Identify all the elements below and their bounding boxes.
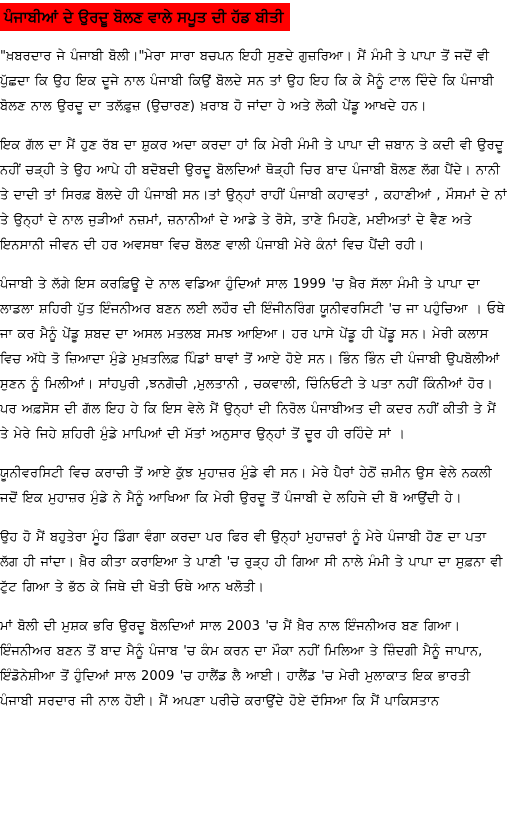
paragraph-6: ਮਾਂ ਬੋਲੀ ਦੀ ਮੁਸ਼ਕ ਭਰਿ ਉਰਦੂ ਬੋਲਦਿਆਂ ਸਾਲ 2003 'ਚ ਮੈਂ ਖ਼ੈਰ ਨਾਲ ਇੰਜਨੀਅਰ ਬਣ ਗਿਆ।ਇੰਜਨੀਅਰ ਬਣਨ ਤੋਂ ਬਾਦ ਮੈਨੂੰ ਪੰਜਾਬ 'ਚ ਕੰਮ ਕਰਨ ਦਾ ਮੌਕਾ ਨਹੀਂ ਮਿਲਿਆ ਤੇ ਜ਼ਿੰਦਗੀ ਮੈਨੂੰ ਜਾਪਾਨ, ਇੰਡੋਨੇਸ਼ੀਆ ਤੋਂ ਹੁੰਦਿਆਂ ਸਾਲ 2009 'ਚ ਹਾਲੈਂਡ ਲੈ ਆਈ। ਹਾਲੈਂਡ 'ਚ ਮੇਰੀ ਮੁਲਾਕਾਤ ਇਕ ਭਾਰਤੀ ਪੰਜਾਬੀ ਸਰਦਾਰ ਜੀ ਨਾਲ ਹੋਈ। ਮੈਂ ਅਪਣਾ ਪਰੀਚੇ ਕਰਾਉਂਦੇ ਹੋਏ ਦੱਸਿਆ ਕਿ ਮੈਂ ਪਾਕਿਸਤਾਨ xyxy=(0,619,483,709)
paragraph-4: ਯੂਨੀਵਰਸਿਟੀ ਵਿਚ ਕਰਾਚੀ ਤੋਂ ਆਏ ਕੁੱਝ ਮੁਹਾਜ਼ਰ ਮੁੰਡੇ ਵੀ ਸਨ। ਮੇਰੇ ਪੈਰਾਂ ਹੇਠੋਂ ਜ਼ਮੀਨ ਉਸ ਵੇਲੇ ਨਕਲੀ ਜਦੋਂ ਇਕ ਮੁਹਾਜ਼ਰ ਮੁੰਡੇ ਨੇ ਮੈਨੂੰ ਆਖਿਆ ਕਿ ਮੇਰੀ ਉਰਦੂ ਤੋਂ ਪੰਜਾਬੀ ਦੇ ਲਹਿਜੇ ਦੀ ਬੋ ਆਉਂਦੀ ਹੇ। xyxy=(0,466,492,506)
paragraph-5: ਉਹ ਹੋ ਮੈਂ ਬਹੁਤੇਰਾ ਮੂੰਹ ਡਿੰਗਾ ਵੰਗਾ ਕਰਦਾ ਪਰ ਫਿਰ ਵੀ ਉਨ੍ਹਾਂ ਮੁਹਾਜ਼ਰਾਂ ਨੂੰ ਮੇਰੇ ਪੰਜਾਬੀ ਹੋਣ ਦਾ ਪਤਾ ਲੱਗ ਹੀ ਜਾਂਦਾ। ਖ਼ੈਰ ਕੀਤਾ ਕਰਾਇਆ ਤੇ ਪਾਣੀ 'ਚ ਰੁੜ੍ਹ ਹੀ ਗਿਆ ਸੀ ਨਾਲੇ ਮੰਮੀ ਤੇ ਪਾਪਾ ਦਾ ਸੁਫ਼ਨਾ ਵੀ ਟੁੱਟ ਗਿਆ ਤੇ ਭੱਠ ਕੇ ਜਿਥੇ ਦੀ ਖੋਤੀ ਓਥੇ ਆਨ ਖਲੋਤੀ। xyxy=(0,530,503,595)
article-title: ਪੰਜਾਬੀਆਂ ਦੇ ਉਰਦੂ ਬੋਲਣ ਵਾਲੇ ਸਪੂਤ ਦੀ ਹੱਡ ਬੀਤੀ xyxy=(4,8,284,26)
article-title-highlight xyxy=(0,3,290,31)
paragraph-1: "ਖ਼ਬਰਦਾਰ ਜੇ ਪੰਜਾਬੀ ਬੋਲੀ।"ਮੇਰਾ ਸਾਰਾ ਬਚਪਨ ਇਹੀ ਸੁਣਦੇ ਗੁਜ਼ਰਿਆ। ਮੈਂ ਮੰਮੀ ਤੇ ਪਾਪਾ ਤੋਂ ਜਦੋਂ ਵੀ ਪੁੱਛਦਾ ਕਿ ਉਹ ਇਕ ਦੂਜੇ ਨਾਲ ਪੰਜਾਬੀ ਕਿਉਂ ਬੋਲਦੇ ਸਨ ਤਾਂ ਉਹ ਇਹ ਕਿ ਕੇ ਮੈਨੂੰ ਟਾਲ ਦਿੰਦੇ ਕਿ ਪੰਜਾਬੀ ਬੋਲਣ ਨਾਲ ਉਰਦੂ ਦਾ ਤਲੱਫ਼ੁਜ਼ (ਉਚਾਰਣ) ਖ਼ਰਾਬ ਹੋ ਜਾਂਦਾ ਹੇ ਅਤੇ ਲੋਕੀ ਪੇਂਡੂ ਆਖਦੇ ਹਨ। xyxy=(0,49,494,114)
paragraph-3: ਪੰਜਾਬੀ ਤੇ ਲੱਗੇ ਇਸ ਕਰਫ਼ਿਊ ਦੇ ਨਾਲ ਵਡਿਆ ਹੁੰਦਿਆਂ ਸਾਲ 1999 'ਚ ਖ਼ੈਰ ਸੱਲਾ ਮੰਮੀ ਤੇ ਪਾਪਾ ਦਾ ਲਾਡਲਾ ਸ਼ਹਿਰੀ ਪੁੱਤ ਇੰਜਨੀਅਰ ਬਣਨ ਲਈ ਲਹੌਰ ਦੀ ਇੰਜੀਨਰਿੰਗ ਯੂਨੀਵਰਸਿਟੀ 'ਚ ਜਾ ਪਹੁੰਚਿਆ । ਓਥੇ ਜਾ ਕਰ ਮੈਨੂੰ ਪੇਂਡੂ ਸ਼ਬਦ ਦਾ ਅਸਲ ਮਤਲਬ ਸਮਝ ਆਇਆ। ਹਰ ਪਾਸੇ ਪੇਂਡੂ ਹੀ ਪੇਂਡੂ ਸਨ। ਮੇਰੀ ਕਲਾਸ ਵਿਚ ਅੱਧੇ ਤੋ ਜ਼ਿਆਦਾ ਮੁੰਡੇ ਮੁਖ਼ਤਲਿਫ਼ ਪਿੰਡਾਂ ਥਾਵਾਂ ਤੋਂ ਆਏ ਹੋਏ ਸਨ। ਭਿੰਨ ਭਿੰਨ ਦੀ ਪੰਜਾਬੀ ਉਪਬੋਲੀਆਂ ਸੁਣਨ ਨੂੰ ਮਿਲੀਆਂ। ਸਾਂਹਪੁਰੀ ,ਝਨਗੋਚੀ ,ਮੁਲਤਾਨੀ , ਚਕਵਾਲੀ, ਚਿੰਨਿਓਟੀ ਤੇ ਪਤਾ ਨਹੀਂ ਕਿੰਨੀਆਂ ਹੋਰ। ਪਰ ਅਫ਼ਸੋਸ ਦੀ ਗੱਲ ਇਹ ਹੇ ਕਿ ਇਸ ਵੇਲੇ ਮੈਂ ਉਨ੍ਹਾਂ ਦੀ ਨਿਰੋਲ ਪੰਜਾਬੀਅਤ ਦੀ ਕਦਰ ਨਹੀਂ ਕੀਤੀ ਤੇ ਮੈਂ ਤੇ ਮੇਰੇ ਜਿਹੇ ਸ਼ਹਿਰੀ ਮੁੰਡੇ ਮਾਪਿਆਂ ਦੀ ਮੱਤਾਂ ਅਨੁਸਾਰ ਉਨ੍ਹਾਂ ਤੋਂ ਦੂਰ ਹੀ ਰਹਿੰਦੇ ਸਾਂ । xyxy=(0,277,505,442)
article-body xyxy=(0,44,508,728)
paragraph-2: ਇਕ ਗੱਲ ਦਾ ਮੈਂ ਹੁਣ ਰੱਬ ਦਾ ਸ਼ੁਕਰ ਅਦਾ ਕਰਦਾ ਹਾਂ ਕਿ ਮੇਰੀ ਮੰਮੀ ਤੇ ਪਾਪਾ ਦੀ ਜ਼ਬਾਨ ਤੇ ਕਦੀ ਵੀ ਉਰਦੂ ਨਹੀਂ ਚੜ੍ਹੀ ਤੇ ਉਹ ਆਪੇ ਹੀ ਬਦੋਬਦੀ ਉਰਦੂ ਬੋਲਦਿਆਂ ਥੋੜ੍ਹੀ ਚਿਰ ਬਾਦ ਪੰਜਾਬੀ ਬੋਲਣ ਲੱਗ ਪੈਂਦੇ। ਨਾਨੀ ਤੇ ਦਾਦੀ ਤਾਂ ਸਿਰਫ਼ ਬੋਲਦੇ ਹੀ ਪੰਜਾਬੀ ਸਨ।ਤਾਂ ਉਨ੍ਹਾਂ ਰਾਹੀਂ ਪੰਜਾਬੀ ਕਹਾਵਤਾਂ , ਕਹਾਣੀਆਂ , ਮੌਸਮਾਂ ਦੇ ਨਾਂ ਤੇ ਉਨ੍ਹਾਂ ਦੇ ਨਾਲ ਜੁੜੀਆਂ ਨਜ਼ਮਾਂ, ਜ਼ਨਾਨੀਆਂ ਦੇ ਆਡੇ ਤੇ ਰੋਸੇ, ਤਾਣੇ ਮਿਹਣੇ, ਮਈਅਤਾਂ ਦੇ ਵੈਣ ਅਤੇ ਇਨਸਾਨੀ ਜੀਵਨ ਦੀ ਹਰ ਅਵਸਥਾ ਵਿਚ ਬੋਲਣ ਵਾਲੀ ਪੰਜਾਬੀ ਮੇਰੇ ਕੰਨਾਂ ਵਿਚ ਪੈਂਦੀ ਰਹੀ। xyxy=(0,138,507,253)
